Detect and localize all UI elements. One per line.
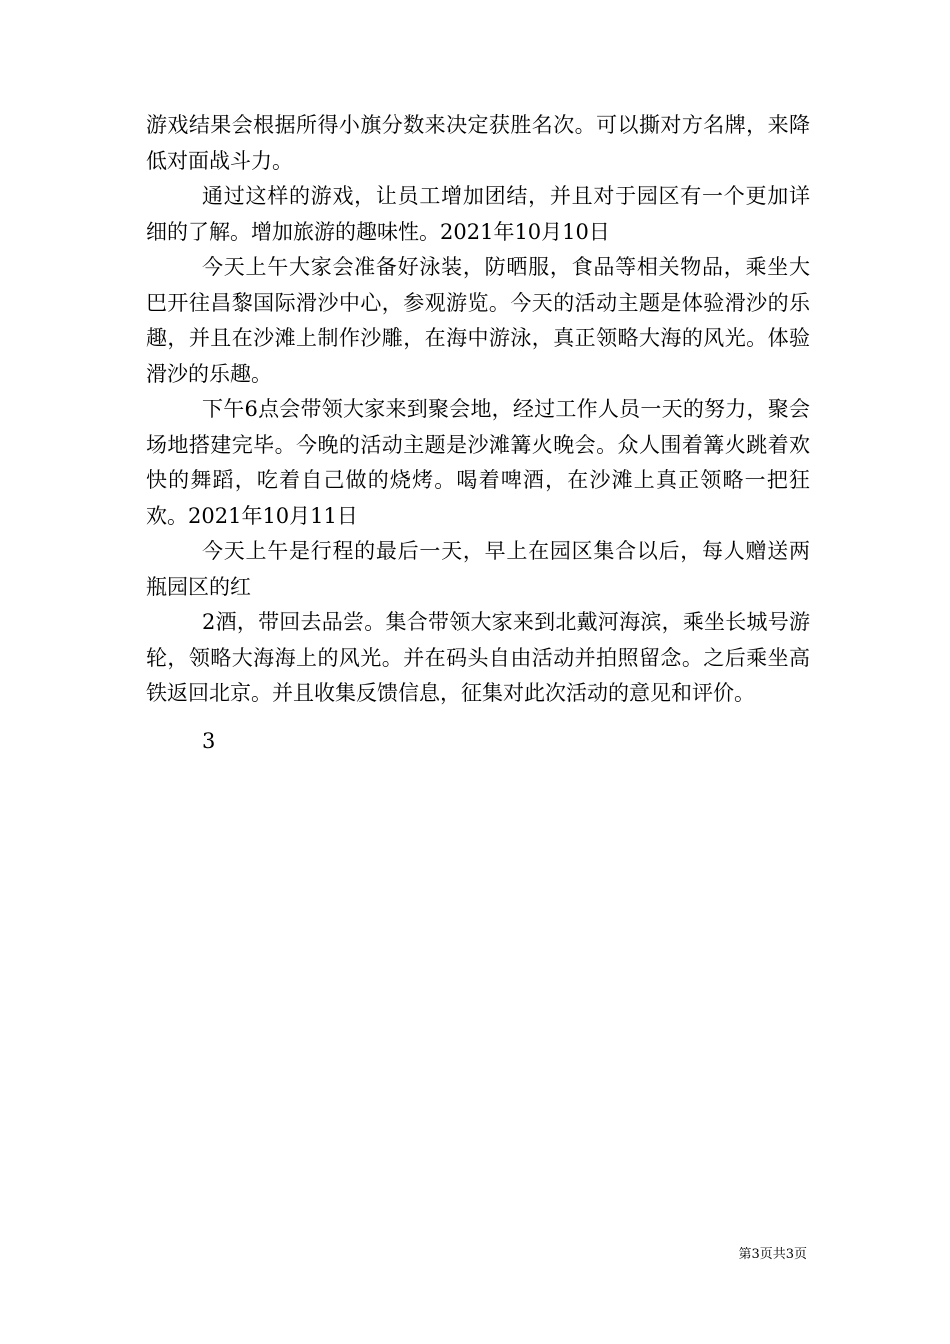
paragraph-page-number: 3	[202, 728, 216, 753]
paragraph-bonfire-party: 下午6点会带领大家来到聚会地，经过工作人员一天的努力，聚会场地搭建完毕。今晚的活动主题是沙滩篝火晚会。众人围着篝火跳着欢快的舞蹈，吃着自己做的烧烤。喝着啤酒，在沙滩上真正领略一把狂欢。2021年10月11日	[146, 397, 810, 528]
paragraph-beidaihe: 2酒，带回去品尝。集合带领大家来到北戴河海滨，乘坐长城号游轮，领略大海海上的风光。并在码头自由活动并拍照留念。之后乘坐高铁返回北京。并且收集反馈信息，征集对此次活动的意见和评价。	[146, 610, 810, 705]
page-footer: 第3页共3页	[738, 1247, 807, 1262]
document-body	[146, 108, 810, 759]
paragraph-game-purpose: 通过这样的游戏，让员工增加团结，并且对于园区有一个更加详细的了解。增加旅游的趣味性。2021年10月10日	[146, 184, 810, 244]
paragraph-day-sand-sliding: 今天上午大家会准备好泳装，防晒服，食品等相关物品，乘坐大巴开往昌黎国际滑沙中心，参观游览。今天的活动主题是体验滑沙的乐趣，并且在沙滩上制作沙雕，在海中游泳，真正领略大海的风光。体验滑沙的乐趣。	[146, 255, 810, 386]
paragraph-game-result: 游戏结果会根据所得小旗分数来决定获胜名次。可以撕对方名牌，来降低对面战斗力。	[146, 113, 810, 173]
paragraph-last-day: 今天上午是行程的最后一天，早上在园区集合以后，每人赠送两瓶园区的红	[146, 539, 810, 599]
